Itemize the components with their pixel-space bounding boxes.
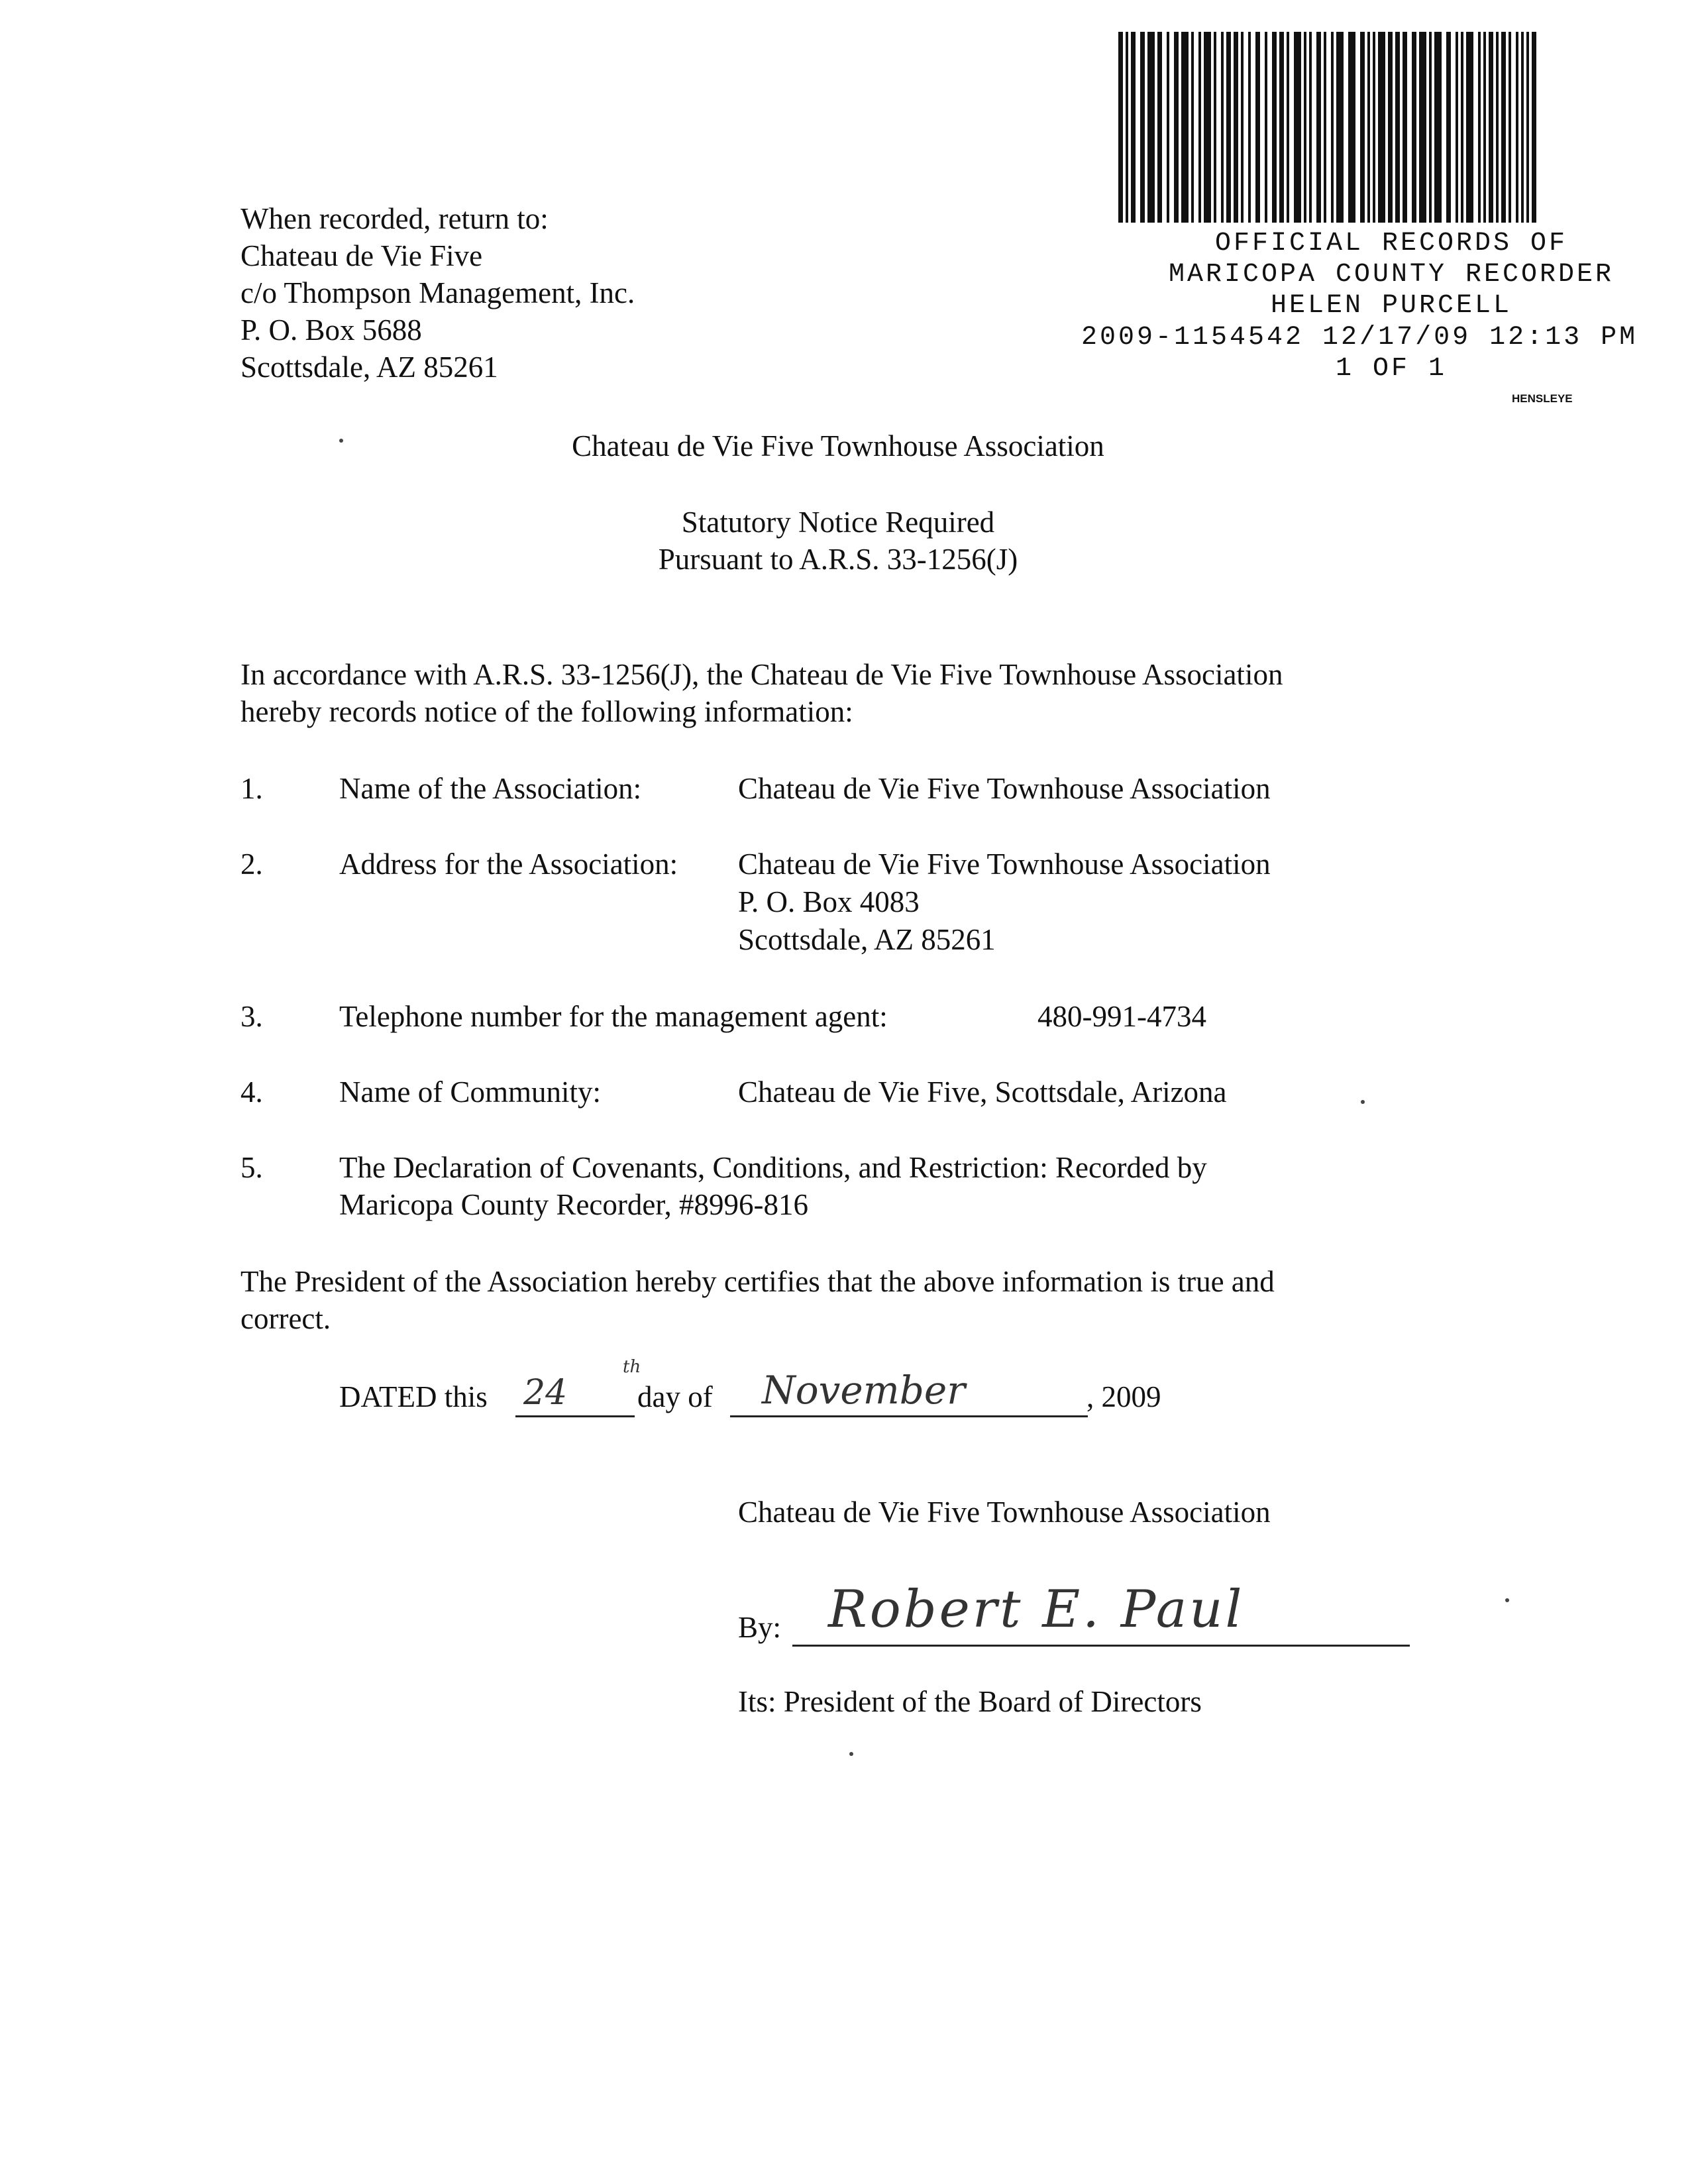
certification-line-1: The President of the Association hereby certifies that the above information is true and (240, 1265, 1275, 1298)
document-subtitle-2: Pursuant to A.R.S. 33-1256(J) (658, 543, 1018, 576)
barcode-bar (1403, 32, 1407, 223)
barcode-bar (1526, 32, 1529, 223)
barcode-bar (1429, 32, 1432, 223)
dated-prefix: DATED this (339, 1380, 488, 1413)
item-value-line-2: P. O. Box 4083 (738, 885, 920, 918)
dated-year: , 2009 (1086, 1380, 1161, 1413)
barcode-bar (1272, 32, 1277, 223)
barcode-bar (1234, 32, 1238, 223)
item-value: Chateau de Vie Five, Scottsdale, Arizona (738, 1075, 1227, 1109)
item-number: 5. (240, 1151, 263, 1184)
barcode-bar (1147, 32, 1155, 223)
stamp-line-3: HELEN PURCELL (1270, 291, 1512, 321)
barcode-bar (1516, 32, 1518, 223)
barcode-bar (1378, 32, 1385, 223)
document-subtitle-1: Statutory Notice Required (681, 506, 995, 539)
barcode-bar (1309, 32, 1312, 223)
barcode-bar (1131, 32, 1136, 223)
scan-speck (339, 439, 343, 443)
barcode-bar (1265, 32, 1267, 223)
barcode-bar (1388, 32, 1393, 223)
barcode-bar (1521, 32, 1524, 223)
barcode-bar (1140, 32, 1145, 223)
barcode-bar (1294, 32, 1301, 223)
scan-speck (1361, 1100, 1365, 1104)
barcode-bar (1214, 32, 1216, 223)
barcode-bar (1461, 32, 1463, 223)
item-value: Maricopa County Recorder, #8996-816 (339, 1188, 809, 1221)
barcode-bar (1279, 32, 1284, 223)
signature-handwritten: Robert E. Paul (828, 1580, 1245, 1639)
barcode-bar (1412, 32, 1416, 223)
dated-middle: day of (637, 1380, 713, 1413)
barcode-bar (1174, 32, 1179, 223)
item-number: 2. (240, 847, 263, 881)
barcode-bar (1446, 32, 1451, 223)
signature-org: Chateau de Vie Five Townhouse Association (738, 1496, 1271, 1529)
item-value: Chateau de Vie Five Townhouse Association (738, 847, 1271, 881)
barcode-bar (1395, 32, 1400, 223)
barcode-bar (1360, 32, 1365, 223)
document-title: Chateau de Vie Five Townhouse Association (572, 429, 1104, 463)
signature-by-label: By: (738, 1611, 782, 1644)
barcode-bar (1496, 32, 1499, 223)
barcode-bar (1221, 32, 1224, 223)
barcode-bar (1241, 32, 1244, 223)
return-line-3: P. O. Box 5688 (240, 313, 422, 347)
barcode-bar (1489, 32, 1493, 223)
return-label: When recorded, return to: (240, 202, 549, 235)
scan-speck (1505, 1598, 1509, 1602)
barcode-bar (1157, 32, 1162, 223)
scan-speck (849, 1752, 853, 1756)
stamp-line-1: OFFICIAL RECORDS OF (1214, 229, 1568, 258)
item-number: 4. (240, 1075, 263, 1109)
barcode-bar (1466, 32, 1473, 223)
barcode-bar (1287, 32, 1289, 223)
item-label: Name of Community: (339, 1075, 601, 1109)
item-number: 1. (240, 772, 263, 805)
certification-line-2: correct. (240, 1302, 331, 1335)
item-label: The Declaration of Covenants, Conditions, and Restriction: Recorded by (339, 1151, 1207, 1184)
dated-day-handwritten: 24 (523, 1373, 568, 1413)
barcode-bar (1331, 32, 1334, 223)
barcode-bar (1248, 32, 1251, 223)
barcode-bar (1316, 32, 1321, 223)
item-value-line-3: Scottsdale, AZ 85261 (738, 923, 996, 956)
barcode-bar (1191, 32, 1194, 223)
barcode-bar (1532, 32, 1536, 223)
item-label: Address for the Association: (339, 847, 678, 881)
barcode-bar (1373, 32, 1375, 223)
stamp-line-5: 1 OF 1 (1335, 354, 1448, 384)
stamp-clerk: HENSLEYE (1512, 392, 1573, 405)
dated-month-handwritten: November (762, 1368, 965, 1413)
barcode-bar (1336, 32, 1344, 223)
barcode-bar (1204, 32, 1211, 223)
barcode-bar (1324, 32, 1326, 223)
signature-underline (792, 1645, 1410, 1647)
dated-day-suffix: th (623, 1357, 641, 1377)
return-line-2: c/o Thompson Management, Inc. (240, 276, 635, 309)
barcode-bar (1483, 32, 1486, 223)
barcode-bar (1478, 32, 1481, 223)
return-line-4: Scottsdale, AZ 85261 (240, 351, 498, 384)
intro-line-1: In accordance with A.R.S. 33-1256(J), the Chateau de Vie Five Townhouse Association (240, 658, 1283, 691)
item-number: 3. (240, 1000, 263, 1033)
barcode-bar (1198, 32, 1201, 223)
item-label: Telephone number for the management agent: (339, 1000, 888, 1033)
barcode-bar (1501, 32, 1506, 223)
return-line-1: Chateau de Vie Five (240, 239, 483, 272)
barcode-bar (1126, 32, 1128, 223)
intro-line-2: hereby records notice of the following information: (240, 695, 853, 728)
barcode-image (1118, 32, 1537, 223)
barcode-bar (1304, 32, 1306, 223)
barcode-bar (1167, 32, 1169, 223)
barcode-bar (1348, 32, 1355, 223)
barcode-bar (1367, 32, 1370, 223)
barcode-bar (1456, 32, 1458, 223)
month-underline (730, 1415, 1088, 1417)
barcode-bar (1434, 32, 1442, 223)
barcode-bar (1509, 32, 1511, 223)
item-value: 480-991-4734 (1037, 1000, 1206, 1033)
barcode-bar (1226, 32, 1231, 223)
barcode-bar (1181, 32, 1189, 223)
item-label: Name of the Association: (339, 772, 642, 805)
day-underline (515, 1415, 635, 1417)
signature-title: Its: President of the Board of Directors (738, 1685, 1202, 1718)
stamp-line-4: 2009-1154542 12/17/09 12:13 PM (1081, 323, 1638, 353)
stamp-line-2: MARICOPA COUNTY RECORDER (1168, 260, 1615, 290)
item-value: Chateau de Vie Five Townhouse Association (738, 772, 1271, 805)
barcode-bar (1255, 32, 1260, 223)
barcode-bar (1118, 32, 1123, 223)
barcode-bar (1419, 32, 1426, 223)
